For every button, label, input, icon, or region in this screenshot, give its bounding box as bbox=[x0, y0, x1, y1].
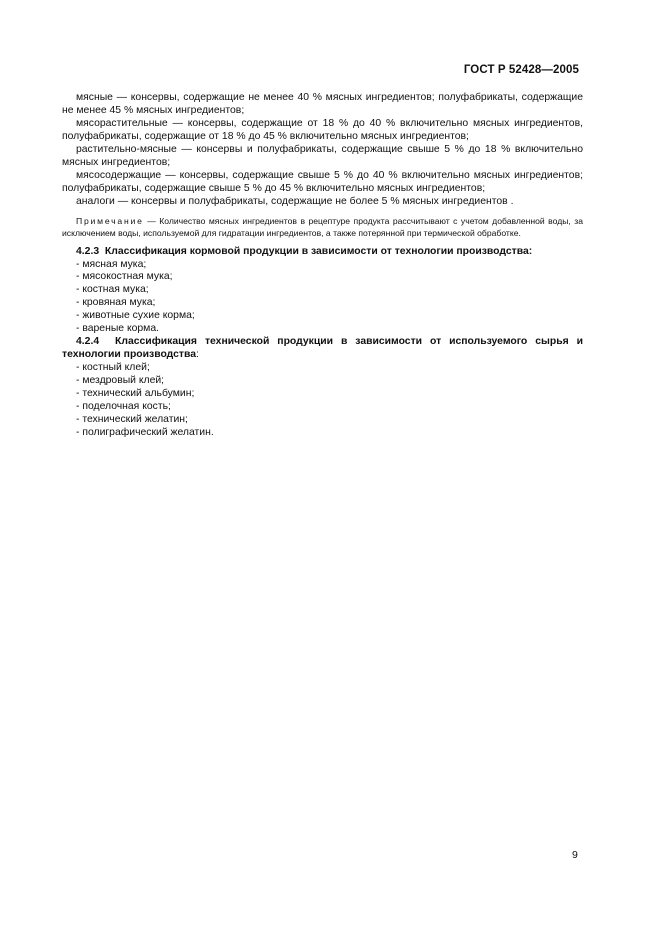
list-item: - костный клей; bbox=[76, 362, 150, 374]
list-item: - полиграфический желатин. bbox=[76, 426, 214, 438]
list-item: - технический желатин; bbox=[76, 413, 188, 425]
document-body bbox=[62, 92, 583, 440]
section-heading-424 bbox=[62, 336, 583, 362]
paragraph-meat-containing: мясосодержащие — консервы, содержащие свыше 5 % до 40 % включительно мясных ингредиентов; полуфабрикаты, содержащие свыше 5 % до 45 % включительно мясных ингредиентов; bbox=[62, 169, 583, 194]
note-label: Примечание bbox=[76, 215, 144, 226]
list-item: - мясная мука; bbox=[76, 258, 147, 270]
paragraph-analogues: аналоги — консервы и полуфабрикаты, содержащие не более 5 % мясных ингредиентов . bbox=[76, 195, 514, 207]
section-number-424: 4.2.4 bbox=[76, 336, 100, 348]
list-item: - технический альбумин; bbox=[76, 388, 195, 400]
list-item: - мездровый клей; bbox=[76, 375, 165, 387]
paragraph-meat-vegetable: мясорастительные — консервы, содержащие от 18 % до 40 % включительно мясных ингредиентов, полуфабрикаты, содержащие от 18 % до 45 % включительно мясных ингредиентов; bbox=[62, 117, 583, 142]
list-item: - мясокостная мука; bbox=[76, 271, 173, 283]
section-heading-423 bbox=[62, 246, 583, 259]
paragraph-meat: мясные — консервы, содержащие не менее 40 % мясных ингредиентов; полуфабрикаты, содержащие не менее 45 % мясных ингредиентов; bbox=[62, 92, 583, 116]
list-technical-products bbox=[62, 362, 583, 440]
paragraph-vegetable-meat: растительно-мясные — консервы и полуфабрикаты, содержащие свыше 5 % до 18 % включительно мясных ингредиентов; bbox=[62, 143, 583, 168]
section-title-423: Классификация кормовой продукции в зависимости от технологии производства: bbox=[104, 245, 533, 257]
note bbox=[62, 215, 583, 240]
list-item: - вареные корма. bbox=[76, 323, 159, 335]
section-title-424: Классификация технической продукции в зависимости от используемого сырья и технологии производства bbox=[62, 336, 583, 361]
section-number-423: 4.2.3 bbox=[76, 245, 100, 257]
list-item: - костная мука; bbox=[76, 284, 149, 296]
list-item: - поделочная кость; bbox=[76, 401, 171, 413]
list-item: - животные сухие корма; bbox=[76, 310, 195, 322]
list-item: - кровяная мука; bbox=[76, 297, 156, 309]
note-text: — Количество мясных ингредиентов в рецептуре продукта рассчитывают с учетом добавленной воды, за исключением воды, используемой для гидратации ингредиентов, а также потерянной при термической обработке. bbox=[62, 215, 583, 239]
section-title-424-tail: : bbox=[196, 349, 199, 361]
page-number: 9 bbox=[572, 849, 578, 861]
list-feed-products bbox=[62, 259, 583, 337]
document-header: ГОСТ Р 52428—2005 bbox=[463, 64, 579, 76]
